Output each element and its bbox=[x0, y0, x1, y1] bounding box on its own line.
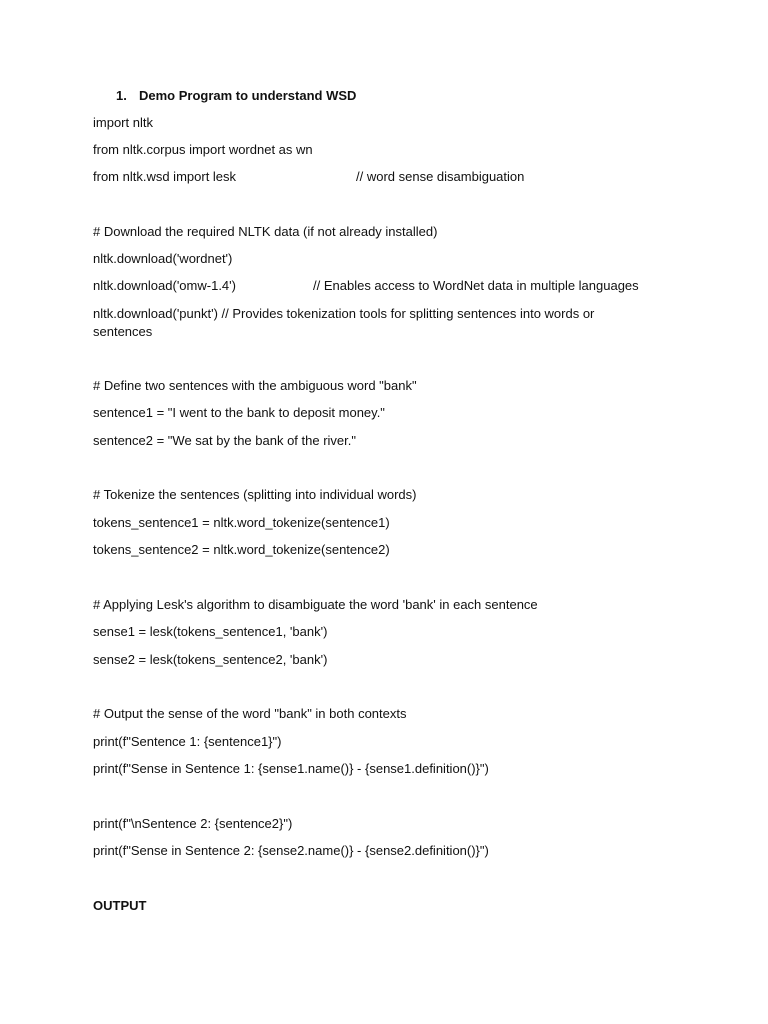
code-line-sense2: sense2 = lesk(tokens_sentence2, 'bank') bbox=[93, 652, 328, 667]
code-line-sentence1: sentence1 = "I went to the bank to deposit money." bbox=[93, 405, 385, 420]
code-line-print2: print(f"Sense in Sentence 1: {sense1.name()} - {sense1.definition()}") bbox=[93, 761, 489, 776]
code-line-sentence2: sentence2 = "We sat by the bank of the river." bbox=[93, 433, 357, 448]
code-comment-tokenize: # Tokenize the sentences (splitting into individual words) bbox=[93, 487, 417, 502]
code-line-download-wordnet: nltk.download('wordnet') bbox=[93, 251, 233, 266]
code-comment-omw: // Enables access to WordNet data in multiple languages bbox=[313, 278, 639, 293]
output-label: OUTPUT bbox=[93, 898, 147, 913]
code-line-tokens2: tokens_sentence2 = nltk.word_tokenize(sentence2) bbox=[93, 542, 390, 557]
code-line-import-lesk: from nltk.wsd import lesk bbox=[93, 169, 237, 184]
code-comment-lesk: // word sense disambiguation bbox=[356, 169, 525, 184]
code-line-print3: print(f"\nSentence 2: {sentence2}") bbox=[93, 816, 293, 831]
code-line-sense1: sense1 = lesk(tokens_sentence1, 'bank') bbox=[93, 624, 328, 639]
section-heading bbox=[116, 88, 356, 104]
code-comment-define: # Define two sentences with the ambiguous word "bank" bbox=[93, 378, 417, 393]
code-line-import-wordnet: from nltk.corpus import wordnet as wn bbox=[93, 142, 313, 157]
code-line-import-nltk: import nltk bbox=[93, 115, 153, 130]
heading-title: Demo Program to understand WSD bbox=[139, 88, 357, 103]
code-comment-lesk-apply: # Applying Lesk's algorithm to disambiguate the word 'bank' in each sentence bbox=[93, 597, 538, 612]
code-comment-output: # Output the sense of the word "bank" in both contexts bbox=[93, 706, 407, 721]
code-line-tokens1: tokens_sentence1 = nltk.word_tokenize(sentence1) bbox=[93, 515, 390, 530]
code-line-print4: print(f"Sense in Sentence 2: {sense2.name()} - {sense2.definition()}") bbox=[93, 843, 489, 858]
code-line-print1: print(f"Sentence 1: {sentence1}") bbox=[93, 734, 282, 749]
code-comment-download: # Download the required NLTK data (if not already installed) bbox=[93, 224, 438, 239]
code-line-download-omw: nltk.download('omw-1.4') bbox=[93, 278, 236, 293]
heading-number: 1. bbox=[116, 88, 127, 103]
code-line-download-punkt: nltk.download('punkt') // Provides tokenization tools for splitting sentences into words or sentences bbox=[93, 306, 595, 339]
